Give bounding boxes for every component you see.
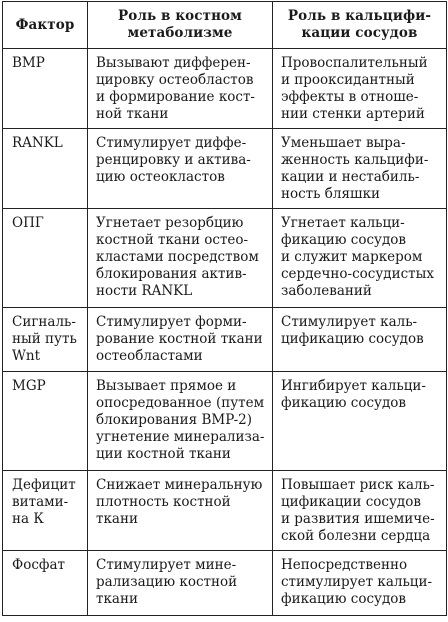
factor-cell: Сигналь- ный путь Wnt <box>3 308 88 372</box>
bone-role-cell: Стимулирует диффе- ренцировку и актива- цию остеокластов <box>88 129 273 209</box>
vascular-role-cell: Непосредственно стимулирует кальци- фикацию сосудов <box>273 551 447 616</box>
table-row <box>3 471 447 551</box>
table-header-row <box>3 2 447 49</box>
factor-cell: ОПГ <box>3 209 88 308</box>
bone-role-cell: Угнетает резорбцию костной ткани остео- кластами посредством блокирования актив- ности RANKL <box>88 209 273 308</box>
factor-cell: RANKL <box>3 129 88 209</box>
table-row <box>3 551 447 616</box>
table-row <box>3 209 447 308</box>
vascular-role-cell: Провоспалительный и прооксидантный эффекты в отноше- нии стенки артерий <box>273 49 447 129</box>
header-bone-role: Роль в костном метаболизме <box>88 2 273 49</box>
factor-cell: BMP <box>3 49 88 129</box>
header-vascular-role: Роль в кальцифи- кации сосудов <box>273 2 447 49</box>
factor-cell: MGP <box>3 372 88 471</box>
factor-cell: Дефицит витами- на К <box>3 471 88 551</box>
vascular-role-cell: Уменьшает выра- женность кальцифи- кации и нестабиль- ность бляшки <box>273 129 447 209</box>
bone-role-cell: Стимулирует мине- рализацию костной ткани <box>88 551 273 616</box>
header-factor: Фактор <box>3 2 88 49</box>
factor-cell: Фосфат <box>3 551 88 616</box>
bone-role-cell: Снижает минеральную плотность костной ткани <box>88 471 273 551</box>
vascular-role-cell: Ингибирует кальци- фикацию сосудов <box>273 372 447 471</box>
factor-role-table <box>2 1 447 616</box>
vascular-role-cell: Стимулирует каль- цификацию сосудов <box>273 308 447 372</box>
table-row <box>3 372 447 471</box>
table-row <box>3 308 447 372</box>
vascular-role-cell: Повышает риск каль- цификации сосудов и развития ишемиче- ской болезни сердца <box>273 471 447 551</box>
bone-role-cell: Стимулирует форми- рование костной ткани остеобластами <box>88 308 273 372</box>
vascular-role-cell: Угнетает кальци- фикацию сосудов и служит маркером сердечно-сосудистых заболеваний <box>273 209 447 308</box>
table-row <box>3 49 447 129</box>
table-row <box>3 129 447 209</box>
bone-role-cell: Вызывает прямое и опосредованное (путем блокирования BMP-2) угнетение минерализа- ции костной ткани <box>88 372 273 471</box>
bone-role-cell: Вызывают дифферен- цировку остеобластов и формирование кост- ной ткани <box>88 49 273 129</box>
